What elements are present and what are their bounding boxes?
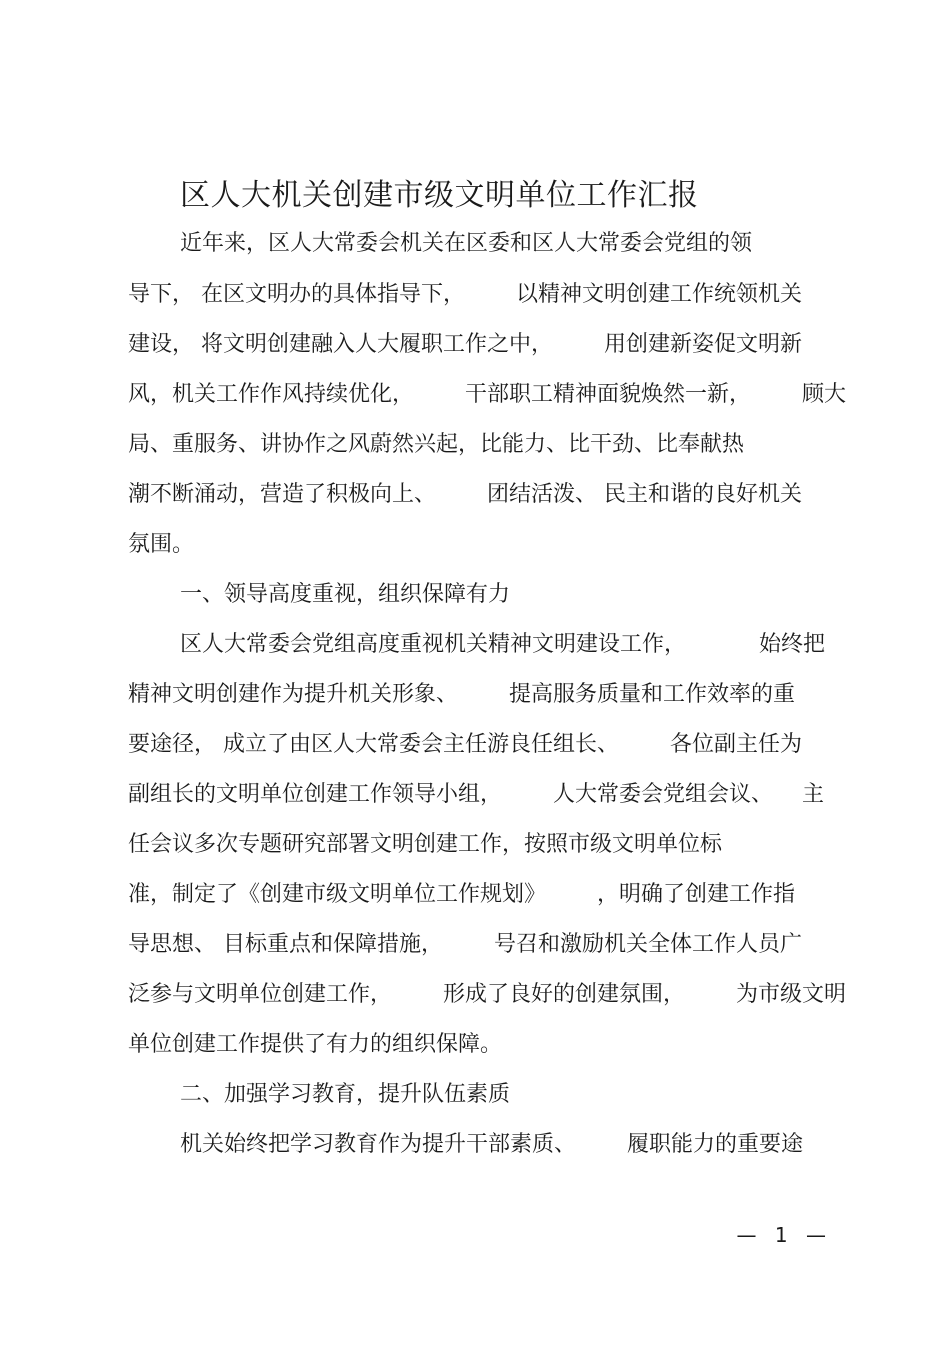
- body-line: 导思想、 目标重点和保障措施， 号召和激励机关全体工作人员广: [128, 932, 802, 957]
- body-line: 单位创建工作提供了有力的组织保障。: [128, 1032, 503, 1057]
- body-line: 建设， 将文明创建融入人大履职工作之中， 用创建新姿促文明新: [128, 332, 802, 357]
- section-heading-1: 一、领导高度重视，组织保障有力: [180, 582, 511, 607]
- body-line: 任会议多次专题研究部署文明创建工作，按照市级文明单位标: [128, 832, 723, 857]
- body-line: 氛围。: [128, 532, 195, 557]
- body-line: 区人大常委会党组高度重视机关精神文明建设工作， 始终把: [180, 632, 825, 657]
- body-line: 精神文明创建作为提升机关形象、 提高服务质量和工作效率的重: [128, 682, 795, 707]
- body-line: 泛参与文明单位创建工作， 形成了良好的创建氛围， 为市级文明: [128, 982, 846, 1007]
- body-line: 风，机关工作作风持续优化， 干部职工精神面貌焕然一新， 顾大: [128, 382, 846, 407]
- body-line: 近年来，区人大常委会机关在区委和区人大常委会党组的领: [180, 231, 753, 256]
- body-line: 局、重服务、讲协作之风蔚然兴起，比能力、比干劲、比奉献热: [128, 432, 745, 457]
- section-heading-2: 二、加强学习教育，提升队伍素质: [180, 1082, 511, 1107]
- body-line: 导下， 在区文明办的具体指导下， 以精神文明创建工作统领机关: [128, 282, 802, 307]
- body-line: 潮不断涌动，营造了积极向上、 团结活泼、 民主和谐的良好机关: [128, 482, 802, 507]
- body-line: 机关始终把学习教育作为提升干部素质、 履职能力的重要途: [180, 1132, 803, 1157]
- document-title: 区人大机关创建市级文明单位工作汇报: [180, 178, 699, 213]
- body-line: 副组长的文明单位创建工作领导小组， 人大常委会党组会议、 主: [128, 782, 824, 807]
- page-number: — 1 —: [736, 1223, 832, 1247]
- body-line: 准，制定了《创建市级文明单位工作规划》 ，明确了创建工作指: [128, 882, 795, 907]
- body-line: 要途径， 成立了由区人大常委会主任游良任组长、 各位副主任为: [128, 732, 802, 757]
